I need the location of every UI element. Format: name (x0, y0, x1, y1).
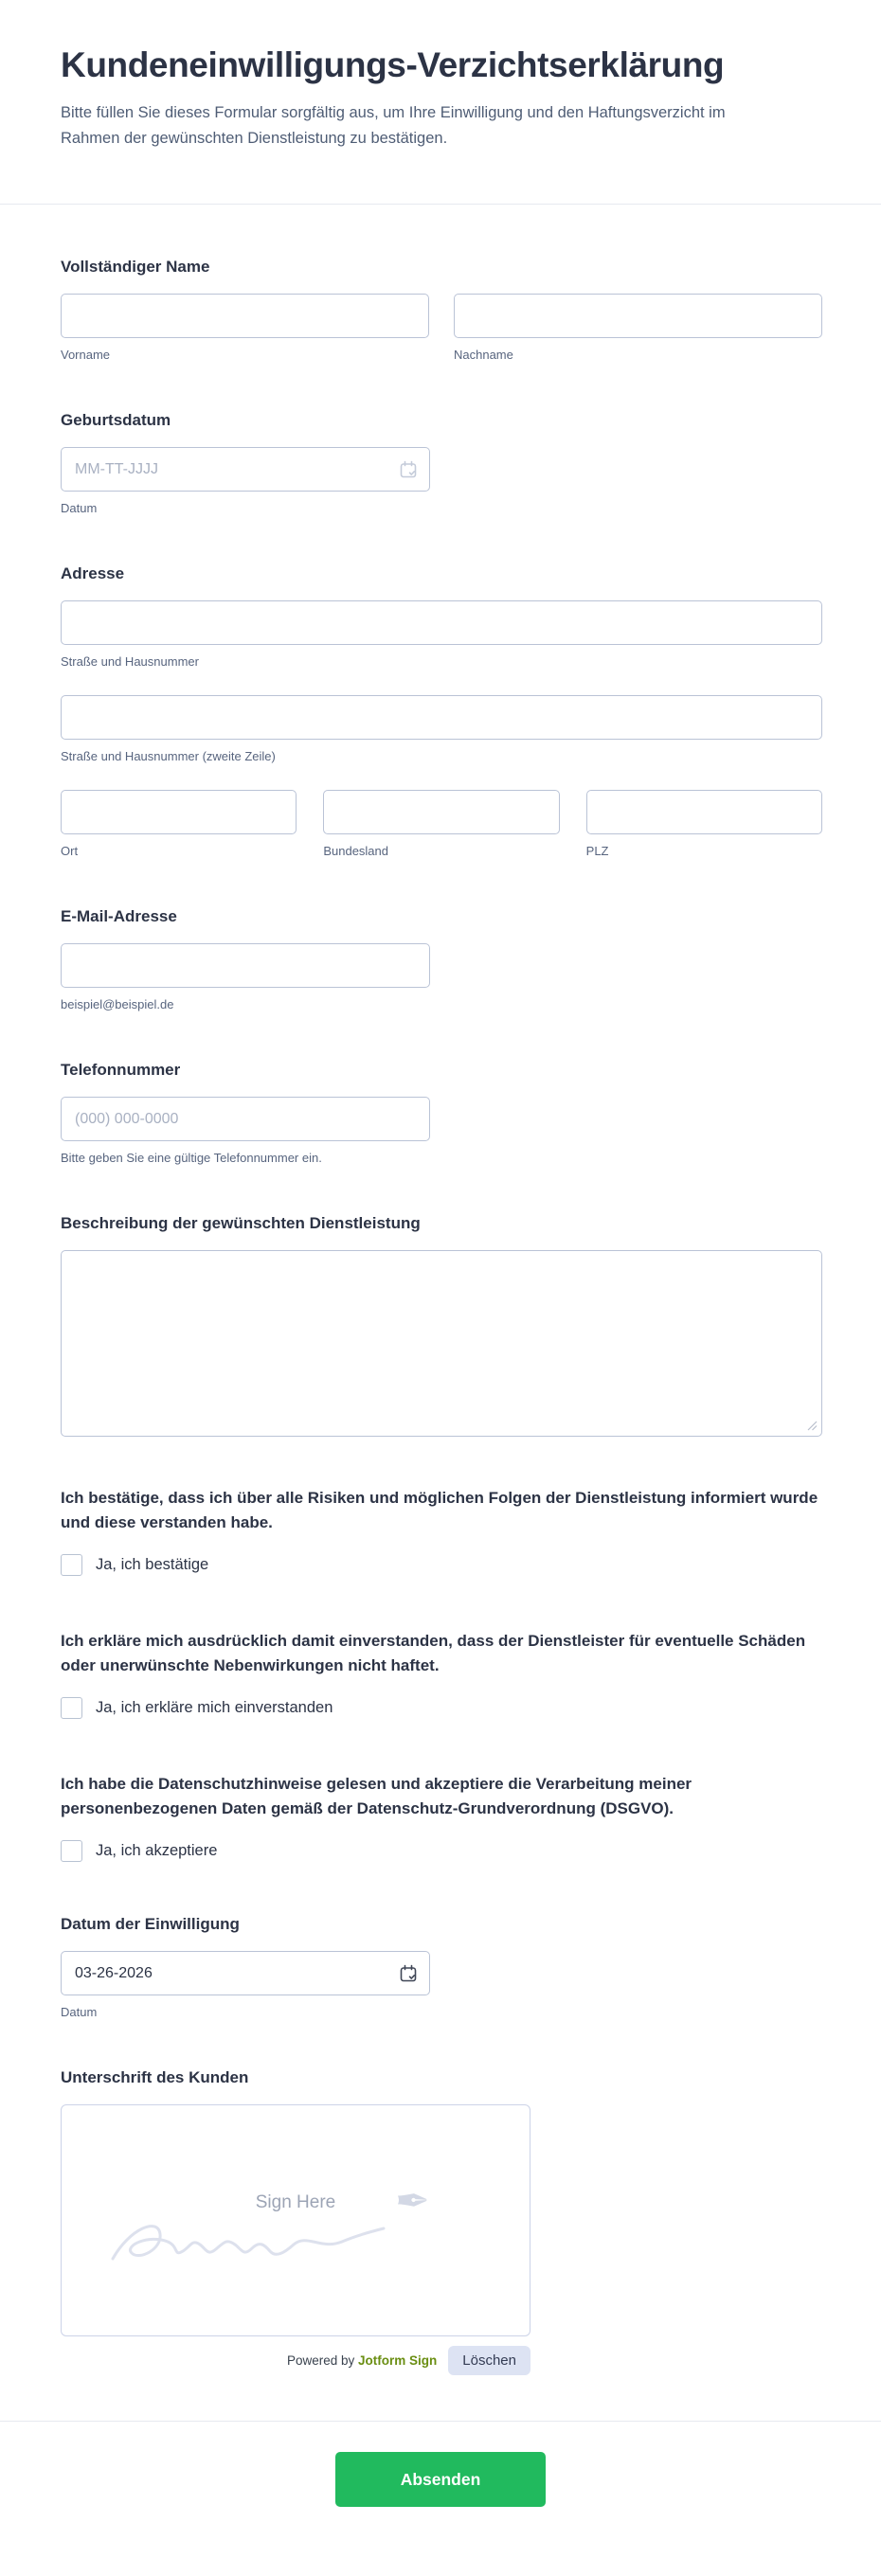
zip-input[interactable] (586, 790, 822, 834)
consent-liability-checkbox[interactable] (61, 1697, 82, 1719)
consent-risks-checkbox[interactable] (61, 1554, 82, 1576)
first-name-sublabel: Vorname (61, 348, 111, 363)
clear-signature-button[interactable]: Löschen (448, 2346, 530, 2375)
question-consent-privacy (61, 1772, 822, 1862)
consent-date-sublabel: Datum (61, 2005, 98, 2020)
consent-liability-statement: Ich erkläre mich ausdrücklich damit einverstanden, dass der Dienstleister für eventuelle Schäden oder unerwünschte Nebenwirkungen nicht haftet. (61, 1632, 806, 1675)
consent-privacy-checkbox[interactable] (61, 1840, 82, 1862)
form-header (0, 0, 881, 205)
question-consent-risks (61, 1486, 822, 1576)
question-email (61, 907, 822, 1011)
address-label: Adresse (61, 564, 125, 583)
state-input[interactable] (323, 790, 559, 834)
consent-risks-option-label: Ja, ich bestätige (96, 1556, 209, 1574)
first-name-input[interactable] (61, 294, 429, 338)
city-input[interactable] (61, 790, 297, 834)
street-sublabel: Straße und Hausnummer (61, 654, 199, 670)
question-description (61, 1214, 822, 1437)
last-name-input[interactable] (454, 294, 822, 338)
last-name-sublabel: Nachname (454, 348, 513, 363)
consent-liability-option[interactable] (61, 1697, 822, 1719)
powered-by-text (287, 2353, 437, 2368)
question-consent-liability (61, 1629, 822, 1719)
question-signature (61, 2068, 822, 2375)
email-label: E-Mail-Adresse (61, 907, 177, 926)
consent-privacy-option-label: Ja, ich akzeptiere (96, 1842, 218, 1860)
jotform-sign-logo: Jotform Sign (358, 2353, 438, 2369)
form-footer (0, 2421, 881, 2564)
zip-sublabel: PLZ (585, 844, 609, 859)
signature-label: Unterschrift des Kunden (61, 2068, 249, 2087)
pen-nib-icon: ✒ (395, 2178, 430, 2226)
consent-date-label: Datum der Einwilligung (61, 1915, 240, 1934)
form-subtitle: Bitte füllen Sie dieses Formular sorgfältig aus, um Ihre Einwilligung und den Haftungsverzicht im Rahmen der gewünschten Dienstleistung zu bestätigen. (61, 104, 726, 147)
birthdate-sublabel: Datum (61, 501, 98, 516)
consent-risks-option[interactable] (61, 1554, 822, 1576)
signature-squiggle (107, 2204, 410, 2272)
question-full-name (61, 258, 822, 362)
email-input[interactable] (61, 943, 430, 988)
question-address (61, 564, 822, 858)
full-name-label: Vollständiger Name (61, 258, 210, 277)
question-phone (61, 1061, 822, 1165)
street2-sublabel: Straße und Hausnummer (zweite Zeile) (61, 749, 276, 764)
sign-here-watermark: Sign Here (255, 2192, 336, 2213)
consent-liability-option-label: Ja, ich erkläre mich einverstanden (96, 1699, 333, 1717)
powered-by-prefix: Powered by (286, 2353, 355, 2369)
street-input[interactable] (61, 600, 822, 645)
street2-input[interactable] (61, 695, 822, 740)
submit-button[interactable]: Absenden (335, 2452, 546, 2507)
question-consent-date (61, 1915, 822, 2019)
description-textarea[interactable] (61, 1250, 822, 1437)
form-body (0, 205, 881, 2421)
consent-risks-statement: Ich bestätige, dass ich über alle Risiken und möglichen Folgen der Dienstleistung informiert wurde und diese verstanden habe. (61, 1489, 818, 1532)
birthdate-label: Geburtsdatum (61, 411, 171, 430)
phone-label: Telefonnummer (61, 1061, 181, 1080)
page-title: Kundeneinwilligungs-Verzichtserklärung (61, 45, 725, 84)
signature-pad[interactable] (61, 2104, 530, 2336)
consent-privacy-statement: Ich habe die Datenschutzhinweise gelesen und akzeptiere die Verarbeitung meiner personenbezogenen Daten gemäß der Datenschutz-Grundverordnung (DSGVO). (61, 1775, 692, 1818)
question-birthdate (61, 411, 822, 515)
consent-date-input[interactable] (61, 1951, 430, 1995)
phone-sublabel: Bitte geben Sie eine gültige Telefonnummer ein. (61, 1151, 322, 1166)
description-label: Beschreibung der gewünschten Dienstleistung (61, 1214, 421, 1233)
signature-footer (61, 2346, 530, 2375)
phone-input[interactable] (61, 1097, 430, 1141)
email-sublabel: beispiel@beispiel.de (61, 997, 174, 1012)
city-sublabel: Ort (61, 844, 79, 859)
consent-privacy-option[interactable] (61, 1840, 822, 1862)
state-sublabel: Bundesland (323, 844, 388, 859)
birthdate-input[interactable] (61, 447, 430, 492)
